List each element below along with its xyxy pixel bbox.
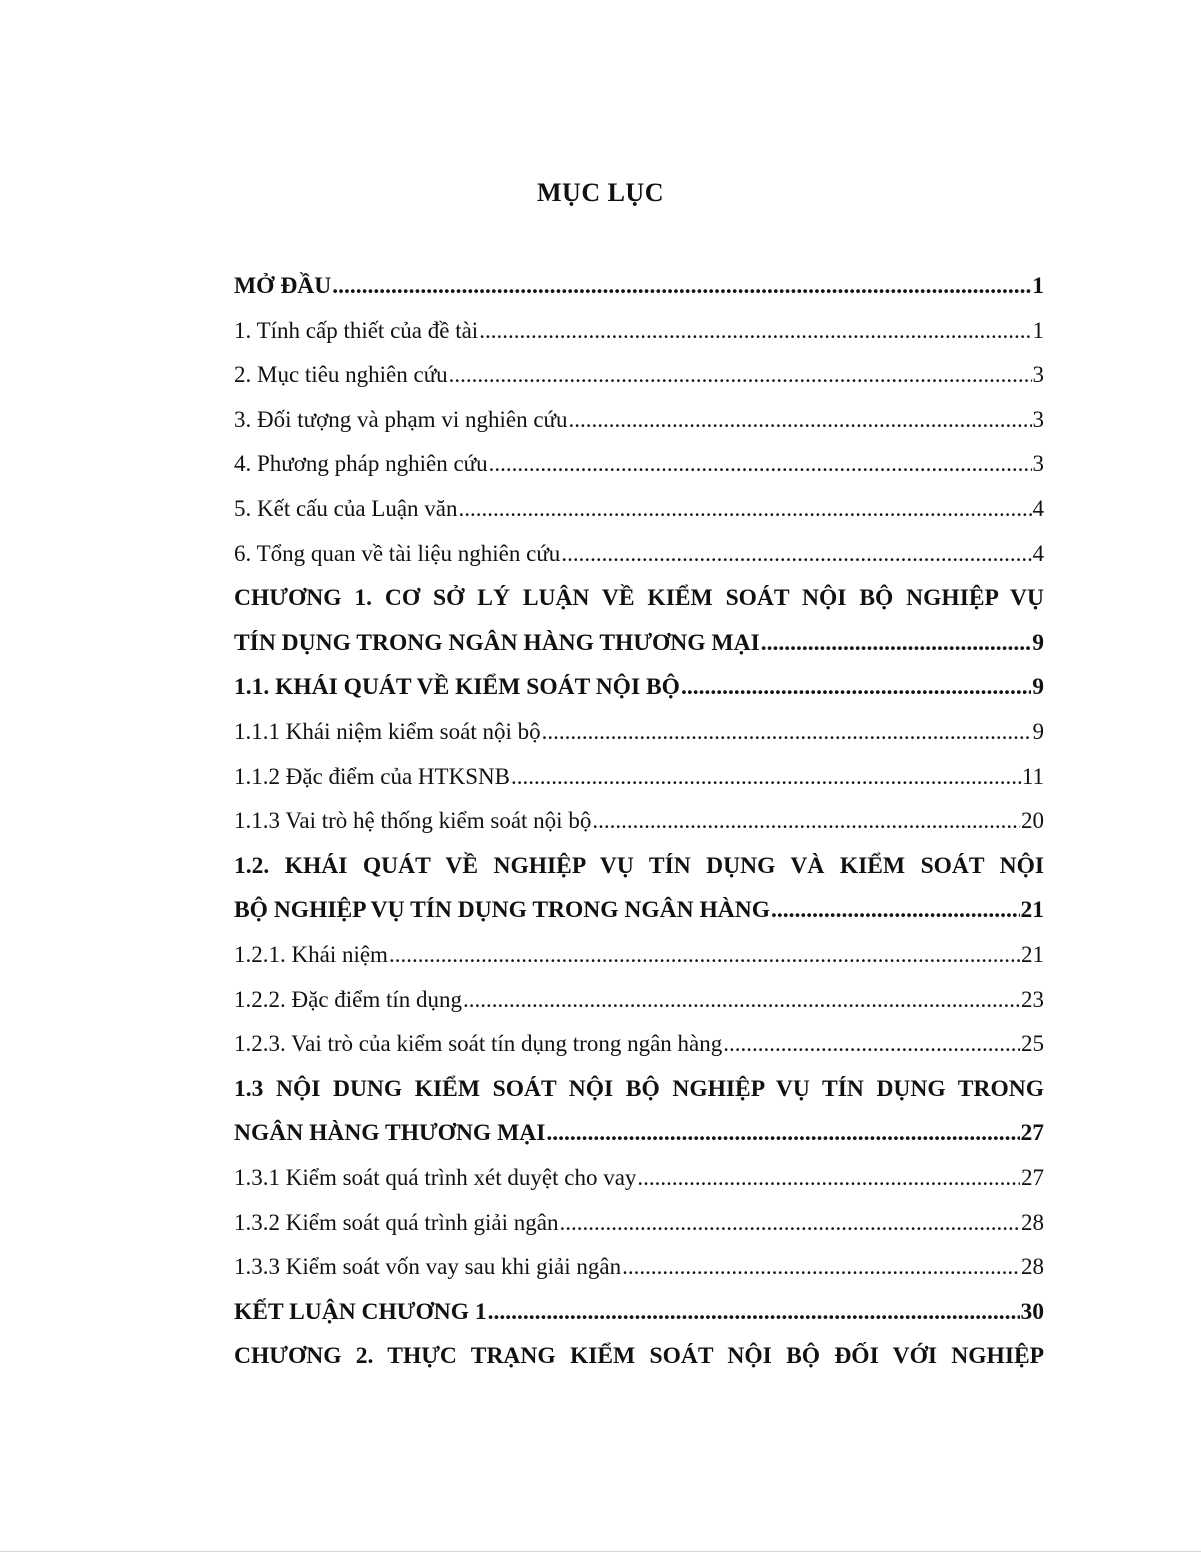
toc-page-number: 30: [1020, 1298, 1044, 1325]
toc-entry-label: 3. Đối tượng và phạm vi nghiên cứu: [234, 406, 568, 432]
toc-entry-label: KẾT LUẬN CHƯƠNG 1: [234, 1298, 487, 1325]
toc-entry[interactable]: [234, 890, 1044, 930]
toc-entry-label: 1.3.2 Kiểm soát quá trình giải ngân: [234, 1209, 559, 1235]
toc-page-number: 9: [1032, 674, 1044, 701]
dot-leader: [761, 623, 1032, 663]
dot-leader: [511, 757, 1021, 797]
toc-entry[interactable]: [234, 534, 1044, 574]
toc-page-number: 11: [1021, 763, 1044, 789]
toc-entry[interactable]: [234, 400, 1044, 440]
toc-page-number: 28: [1021, 1209, 1044, 1235]
toc-entry-label: 5. Kết cấu của Luận văn: [234, 496, 458, 521]
dot-leader: [561, 534, 1031, 574]
toc-page-number: 4: [1032, 496, 1044, 521]
toc-title: MỤC LỤC: [537, 178, 664, 207]
toc-page-number: 27: [1020, 1120, 1044, 1147]
toc-entry-label: 1.3.1 Kiểm soát quá trình xét duyệt cho vay: [234, 1165, 637, 1190]
toc-entry[interactable]: [234, 1113, 1044, 1153]
dot-leader: [449, 355, 1032, 395]
toc-entry-label: 1.2. KHÁI QUÁT VỀ NGHIỆP VỤ TÍN DỤNG VÀ KIỂM SOÁT NỘI: [234, 852, 1044, 879]
dot-leader: [569, 400, 1032, 440]
toc-entry-label: 1.3.3 Kiểm soát vốn vay sau khi giải ngân: [234, 1254, 622, 1280]
toc-page-number: 25: [1021, 1031, 1044, 1057]
toc-page-number: 21: [1020, 897, 1044, 924]
dot-leader: [489, 444, 1032, 484]
toc-entry[interactable]: [234, 1247, 1044, 1287]
toc-page-number: 9: [1032, 719, 1044, 744]
dot-leader: [542, 712, 1032, 752]
toc-page-number: 21: [1021, 942, 1044, 967]
toc-page-number: 23: [1021, 986, 1044, 1012]
toc-entry-label: TÍN DỤNG TRONG NGÂN HÀNG THƯƠNG MẠI: [234, 629, 760, 656]
toc-entry[interactable]: [234, 1024, 1044, 1064]
toc-entry[interactable]: [234, 489, 1044, 529]
toc-entry[interactable]: [234, 311, 1044, 351]
page-bottom-edge: [0, 1551, 1201, 1552]
toc-entry[interactable]: [234, 1203, 1044, 1243]
toc-entry-label: 1.2.2. Đặc điểm tín dụng: [234, 986, 463, 1012]
toc-entry[interactable]: [234, 846, 1044, 886]
toc-entry[interactable]: [234, 355, 1044, 395]
toc-entry-label: CHƯƠNG 1. CƠ SỞ LÝ LUẬN VỀ KIỂM SOÁT NỘI BỘ NGHIỆP VỤ: [234, 585, 1044, 612]
toc-entry[interactable]: [234, 712, 1044, 752]
toc-entry-label: 1.1.3 Vai trò hệ thống kiểm soát nội bộ: [234, 808, 592, 834]
toc-entry[interactable]: [234, 623, 1044, 663]
toc-entry[interactable]: [234, 578, 1044, 618]
toc-entry-label: NGÂN HÀNG THƯƠNG MẠI: [234, 1120, 546, 1147]
dot-leader: [560, 1203, 1021, 1243]
toc-entry[interactable]: [234, 444, 1044, 484]
dot-leader: [546, 1113, 1019, 1153]
dot-leader: [723, 1024, 1020, 1064]
dot-leader: [479, 311, 1031, 351]
toc-entry[interactable]: [234, 1292, 1044, 1332]
toc-entry-label: CHƯƠNG 2. THỰC TRẠNG KIỂM SOÁT NỘI BỘ ĐỐI VỚI NGHIỆP: [234, 1343, 1044, 1370]
dot-leader: [488, 1292, 1020, 1332]
dot-leader: [771, 890, 1019, 930]
dot-leader: [332, 266, 1031, 306]
toc-entry-label: 4. Phương pháp nghiên cứu: [234, 451, 488, 477]
toc-entry-label: 1.1. KHÁI QUÁT VỀ KIỂM SOÁT NỘI BỘ: [234, 674, 680, 701]
toc-entry-label: 1. Tính cấp thiết của đề tài: [234, 317, 479, 343]
dot-leader: [459, 489, 1032, 529]
dot-leader: [389, 935, 1020, 975]
toc-entry-label: 1.2.3. Vai trò của kiểm soát tín dụng trong ngân hàng: [234, 1031, 723, 1057]
toc-entry[interactable]: [234, 667, 1044, 707]
toc-page-number: 27: [1021, 1165, 1044, 1190]
toc-entry-label: 2. Mục tiêu nghiên cứu: [234, 362, 448, 388]
dot-leader: [592, 801, 1020, 841]
toc-page-number: 3: [1032, 406, 1044, 432]
toc-page-number: 4: [1032, 540, 1044, 566]
toc-page-number: 9: [1032, 629, 1044, 656]
toc-entry[interactable]: [234, 980, 1044, 1020]
toc-entry-label: BỘ NGHIỆP VỤ TÍN DỤNG TRONG NGÂN HÀNG: [234, 897, 771, 924]
toc-entry[interactable]: [234, 757, 1044, 797]
toc-page-number: 28: [1021, 1254, 1044, 1280]
toc-page-number: 3: [1032, 451, 1044, 477]
toc-entry[interactable]: [234, 935, 1044, 975]
dot-leader: [622, 1247, 1020, 1287]
toc-entry[interactable]: [234, 1158, 1044, 1198]
toc-entry-label: 1.2.1. Khái niệm: [234, 942, 388, 967]
toc-entry[interactable]: [234, 1336, 1044, 1376]
toc-page-number: 1: [1032, 317, 1044, 343]
dot-leader: [463, 980, 1020, 1020]
toc-entry-label: MỞ ĐẦU: [234, 273, 332, 299]
toc-page-number: 3: [1032, 362, 1044, 388]
toc-entry[interactable]: [234, 266, 1044, 306]
toc-entry[interactable]: [234, 1069, 1044, 1109]
toc-page-number: 1: [1032, 273, 1044, 299]
toc-entry-label: 1.1.1 Khái niệm kiểm soát nội bộ: [234, 719, 541, 744]
toc-entry[interactable]: [234, 801, 1044, 841]
toc-entry-label: 6. Tổng quan về tài liệu nghiên cứu: [234, 540, 561, 566]
dot-leader: [681, 667, 1031, 707]
toc-page-number: 20: [1021, 808, 1044, 834]
toc-entry-label: 1.3 NỘI DUNG KIỂM SOÁT NỘI BỘ NGHIỆP VỤ TÍN DỤNG TRONG: [234, 1075, 1044, 1102]
dot-leader: [637, 1158, 1020, 1198]
toc-entry-label: 1.1.2 Đặc điểm của HTKSNB: [234, 763, 510, 789]
